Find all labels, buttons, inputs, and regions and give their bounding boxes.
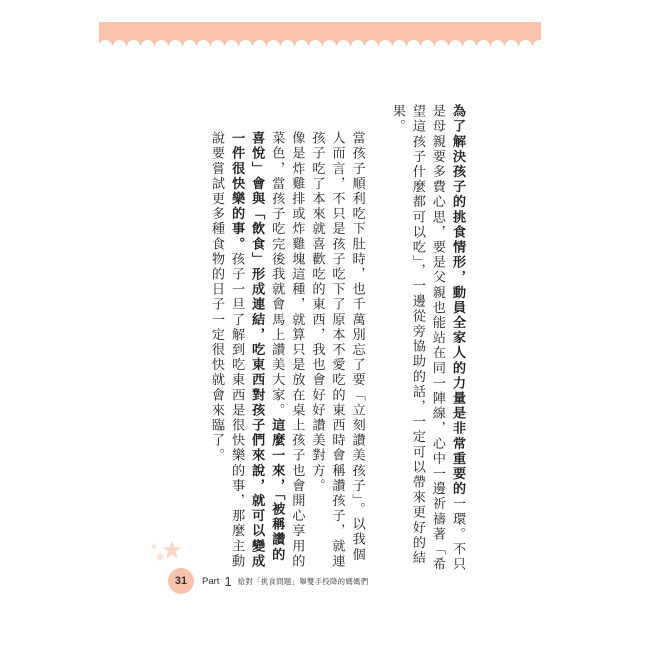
scallop-dot <box>393 40 406 51</box>
scallop-dot <box>337 40 350 51</box>
scallop-edge-decoration <box>99 37 541 51</box>
paragraph-1-bold-text: 為了解決孩子的挑食情形，動員全家人的力量是非常重要的 <box>450 104 465 497</box>
scallop-dot <box>449 40 462 51</box>
scallop-dot <box>99 40 112 51</box>
scallop-dot <box>239 40 252 51</box>
scallop-dot <box>113 40 126 51</box>
scallop-dot <box>519 40 532 51</box>
scallop-dot <box>505 40 518 51</box>
scallop-dot <box>379 40 392 51</box>
paragraph-3 <box>206 104 306 576</box>
scallop-dot <box>533 40 541 51</box>
paragraph-2 <box>306 104 366 576</box>
scallop-dot <box>267 40 280 51</box>
scallop-dot <box>183 40 196 51</box>
paragraph-3-text-end: 孩子一旦了解到吃東西是很快樂的事，那麼主動說要嘗試更多種食物的日子一定很快就會來臨了。 <box>208 131 245 569</box>
page-number: 31 <box>168 568 194 594</box>
paragraph-1-text: 一環。不只是母親要多費心思，要是父親也能站在同一陣線，心中一邊祈禱著「希望這孩子什麼都可以吃」，一邊從旁協助的話，一定可以帶來更好的結果。 <box>389 104 465 573</box>
paragraph-3-bold-text: 這麼一來，「被稱讚的喜悅」會與「飲食」形成連結，吃東西對孩子們來說，就可以變成一件很快樂的事。 <box>229 131 285 569</box>
scallop-dot <box>421 40 434 51</box>
scallop-dot <box>365 40 378 51</box>
scallop-dot <box>309 40 322 51</box>
part-label: Part <box>202 575 220 587</box>
scallop-dot <box>225 40 238 51</box>
scallop-dot <box>253 40 266 51</box>
scallop-dot <box>323 40 336 51</box>
scallop-dot <box>491 40 504 51</box>
paragraph-3-text: 像是炸雞排或炸雞塊這種，就算只是放在桌上孩子也會開心享用的菜色，當孩子吃完後我就會馬上讚美大家。 <box>269 131 305 569</box>
paragraph-1 <box>387 104 467 576</box>
scallop-dot <box>295 40 308 51</box>
page-footer <box>168 569 368 593</box>
part-title: 給對「挑食問題」舉雙手投降的媽媽們 <box>237 576 369 586</box>
scallop-dot <box>141 40 154 51</box>
scallop-dot <box>155 40 168 51</box>
scallop-dot <box>351 40 364 51</box>
scallop-dot <box>197 40 210 51</box>
scallop-dot <box>169 40 182 51</box>
scallop-dot <box>407 40 420 51</box>
scallop-dot <box>477 40 490 51</box>
scallop-dot <box>463 40 476 51</box>
scallop-dot <box>127 40 140 51</box>
scallop-dot <box>281 40 294 51</box>
star-cluster-icon <box>150 538 184 568</box>
scallop-dot <box>211 40 224 51</box>
part-number: 1 <box>224 573 232 589</box>
scallop-dot <box>435 40 448 51</box>
paragraph-2-text: 當孩子順利吃下肚時，也千萬別忘了要「立刻讚美孩子」。以我個人而言，不只是孩子吃下了原本不愛吃的東西時會稱讚孩子，就連孩子吃了本來就喜歡吃的東西，我也會好好讚美對方。 <box>309 131 365 569</box>
article-body <box>206 104 467 576</box>
